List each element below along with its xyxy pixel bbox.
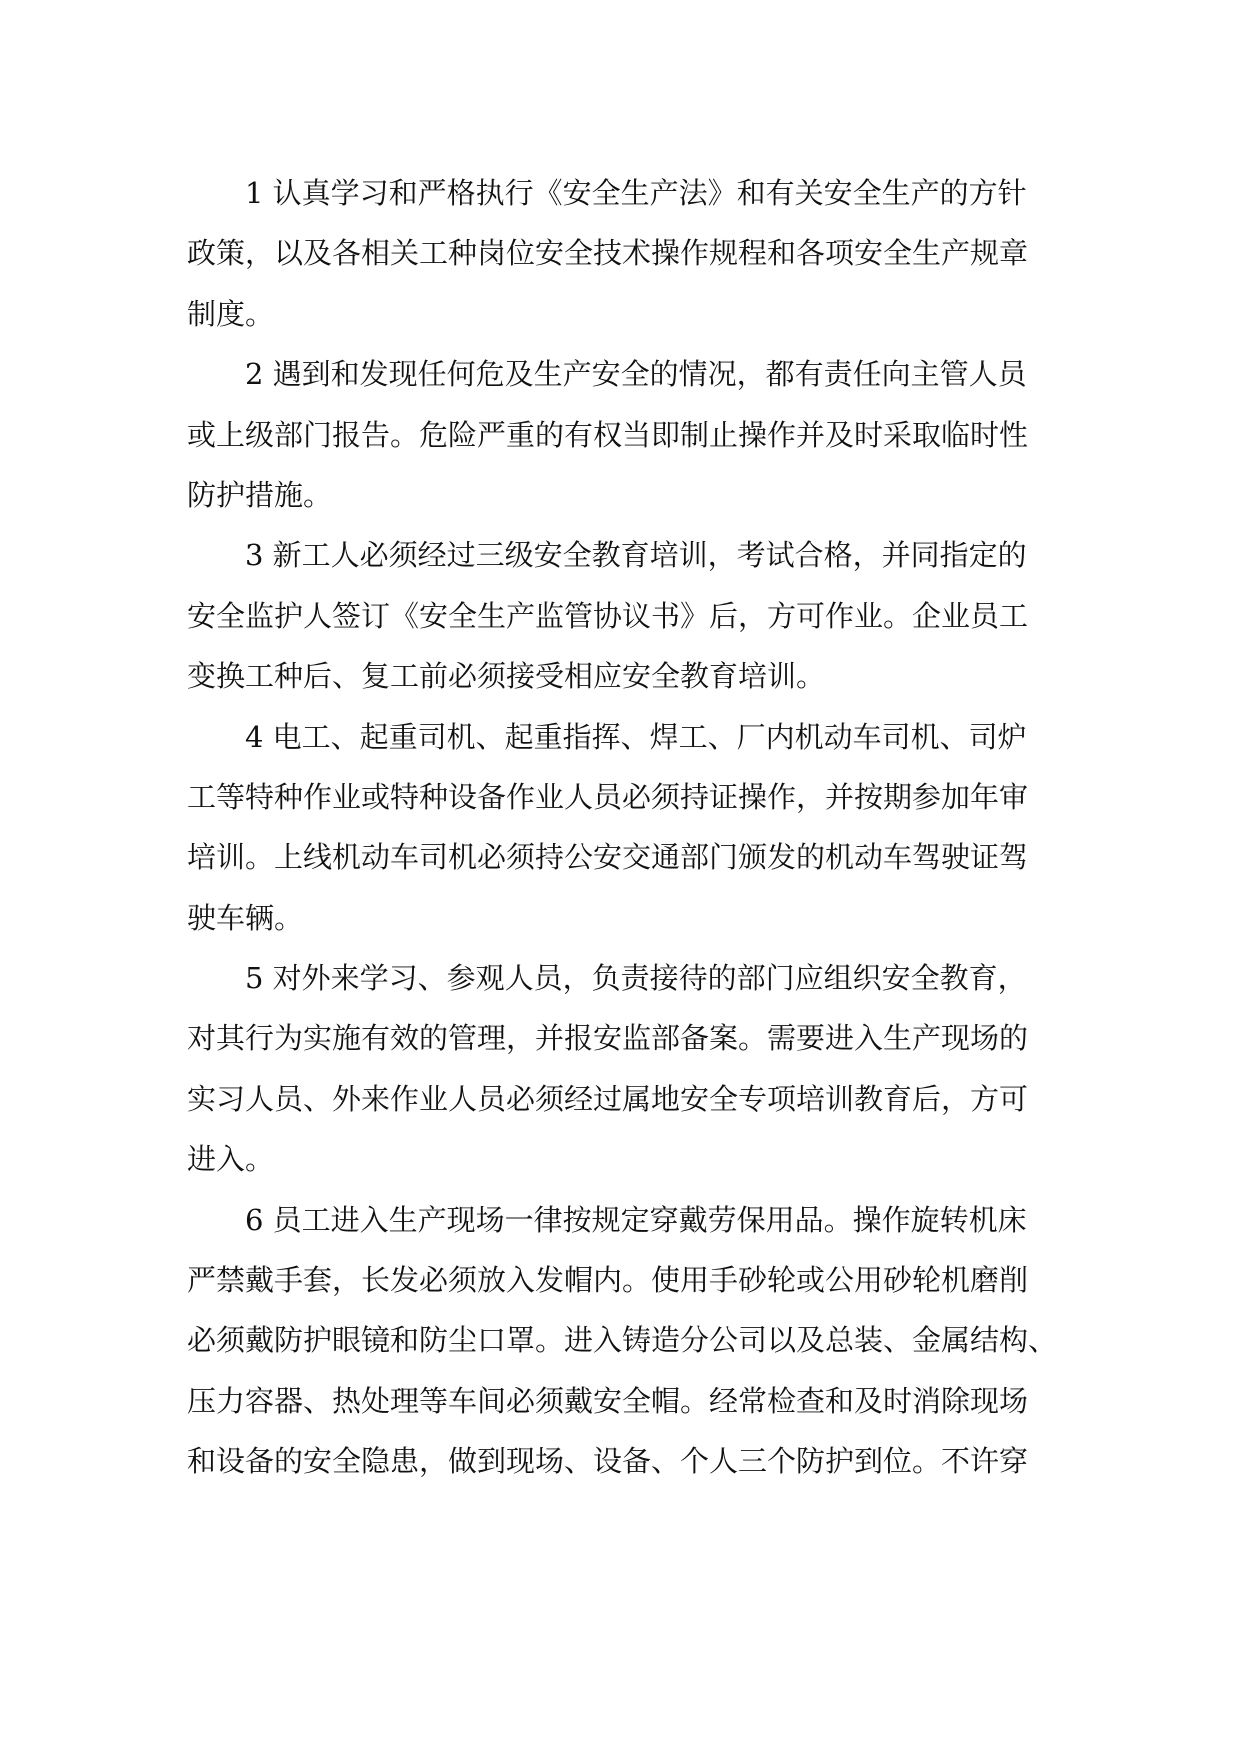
paragraph-line: 严禁戴手套，长发必须放入发帽内。使用手砂轮或公用砂轮机磨削 xyxy=(187,1263,1029,1298)
paragraph-line: 1 认真学习和严格执行《安全生产法》和有关安全生产的方针 xyxy=(245,176,1027,210)
paragraph-line: 政策，以及各相关工种岗位安全技术操作规程和各项安全生产规章 xyxy=(187,236,1029,271)
document-body xyxy=(187,163,1057,1492)
paragraph-line: 安全监护人签订《安全生产监管协议书》后，方可作业。企业员工 xyxy=(187,598,1029,633)
paragraph-line: 防护措施。 xyxy=(187,477,333,512)
paragraph-line: 2 遇到和发现任何危及生产安全的情况，都有责任向主管人员 xyxy=(245,357,1027,392)
paragraph-line: 进入。 xyxy=(187,1142,275,1177)
paragraph-line: 必须戴防护眼镜和防尘口罩。进入铸造分公司以及总装、金属结构、 xyxy=(187,1323,1058,1358)
paragraph-line: 或上级部门报告。危险严重的有权当即制止操作并及时采取临时性 xyxy=(187,417,1029,452)
paragraph-line: 5 对外来学习、参观人员，负责接待的部门应组织安全教育， xyxy=(245,961,1027,996)
paragraph-line: 和设备的安全隐患，做到现场、设备、个人三个防护到位。不许穿 xyxy=(187,1444,1029,1479)
paragraph-line: 变换工种后、复工前必须接受相应安全教育培训。 xyxy=(187,659,826,694)
paragraph-6 xyxy=(187,1190,1057,1492)
paragraph-1 xyxy=(187,163,1057,344)
paragraph-line: 制度。 xyxy=(187,296,275,331)
paragraph-line: 6 员工进入生产现场一律按规定穿戴劳保用品。操作旋转机床 xyxy=(245,1202,1027,1237)
paragraph-line: 工等特种作业或特种设备作业人员必须持证操作，并按期参加年审 xyxy=(187,779,1029,814)
paragraph-line: 对其行为实施有效的管理，并报安监部备案。需要进入生产现场的 xyxy=(187,1021,1029,1056)
paragraph-3 xyxy=(187,525,1057,706)
paragraph-line: 实习人员、外来作业人员必须经过属地安全专项培训教育后，方可 xyxy=(187,1081,1029,1116)
paragraph-line: 3 新工人必须经过三级安全教育培训，考试合格，并同指定的 xyxy=(245,538,1027,573)
paragraph-line: 4 电工、起重司机、起重指挥、焊工、厂内机动车司机、司炉 xyxy=(245,719,1027,754)
paragraph-4 xyxy=(187,707,1057,949)
paragraph-line: 驶车辆。 xyxy=(187,900,304,935)
paragraph-2 xyxy=(187,344,1057,525)
paragraph-line: 压力容器、热处理等车间必须戴安全帽。经常检查和及时消除现场 xyxy=(187,1383,1029,1418)
paragraph-line: 培训。上线机动车司机必须持公安交通部门颁发的机动车驾驶证驾 xyxy=(187,840,1029,875)
paragraph-5 xyxy=(187,948,1057,1190)
